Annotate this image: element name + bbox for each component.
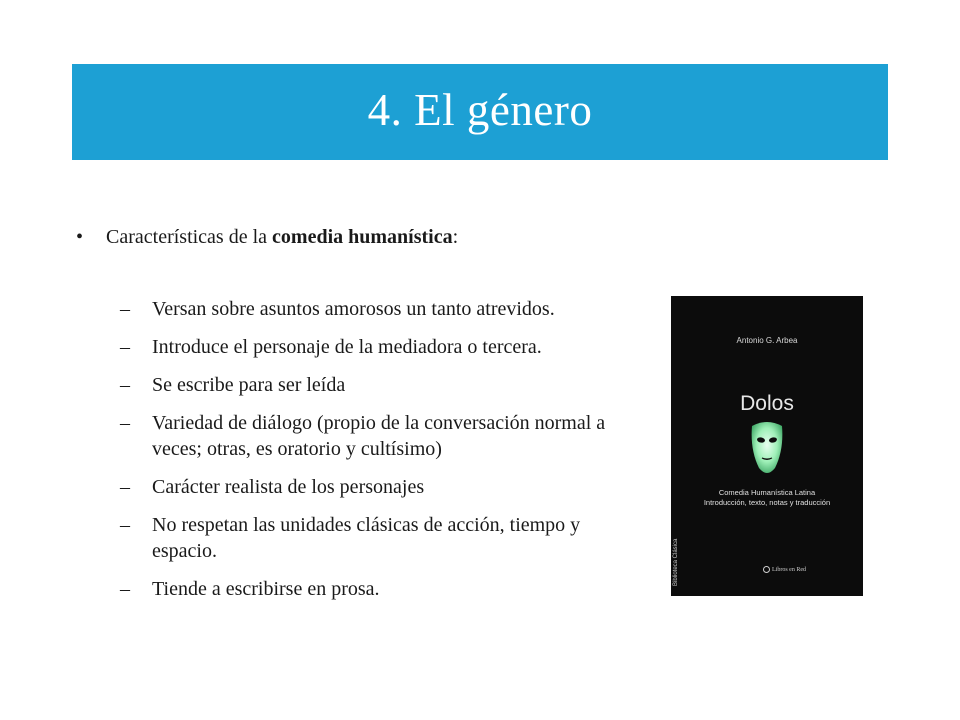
book-subtitle-line1: Comedia Humanística Latina [718,488,816,497]
list-item [120,334,650,360]
list-item [120,410,650,462]
publisher-logo [763,566,806,573]
list-item-text: Se escribe para ser leída [152,374,346,396]
book-subtitle-line2: Introducción, texto, notas y traducción [703,498,831,507]
theater-mask-icon [749,420,785,478]
intro-suffix: : [452,226,459,248]
dash-marker: – [120,298,130,320]
book-cover-image [671,296,863,596]
list-item [120,576,650,602]
publisher-logo-icon [763,566,770,573]
list-item-text: Introduce el personaje de la mediadora o tercera. [152,336,542,358]
title-band [72,64,888,160]
dash-marker: – [120,578,130,600]
book-series-label: Biblioteca Clásica [673,538,679,586]
list-item [120,296,650,322]
main-bullet-text [106,224,458,250]
book-author: Antonio G. Arbea [736,336,798,345]
dash-marker: – [120,476,130,498]
intro-bold: comedia humanística [272,226,453,248]
list-item [120,372,650,398]
dash-marker: – [120,514,130,536]
main-bullet [76,224,458,250]
intro-prefix: Características de la [106,226,273,248]
list-item [120,512,650,564]
list-item-text: No respetan las unidades clásicas de acción, tiempo y espacio. [152,514,581,562]
slide-title: 4. El género [367,85,593,135]
list-item [120,474,650,500]
dash-marker: – [120,374,130,396]
dash-marker: – [120,412,130,434]
list-item-text: Variedad de diálogo (propio de la conversación normal a veces; otras, es oratorio y cultísimo) [152,412,606,460]
book-title: Dolos [740,392,794,415]
characteristics-list [120,296,650,614]
dash-marker: – [120,336,130,358]
bullet-dot: • [76,226,84,248]
publisher-name: Libros en Red [772,566,806,573]
list-item-text: Carácter realista de los personajes [152,476,425,498]
list-item-text: Tiende a escribirse en prosa. [152,578,380,600]
list-item-text: Versan sobre asuntos amorosos un tanto atrevidos. [152,298,555,320]
